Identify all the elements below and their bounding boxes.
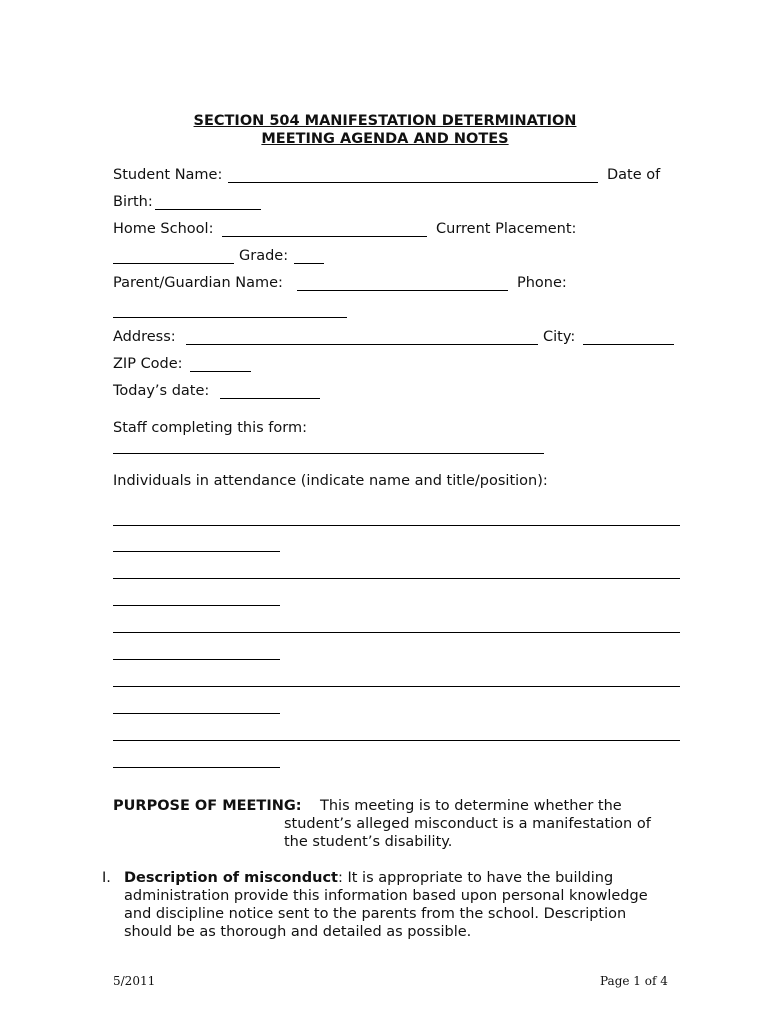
purpose-text-line-1: This meeting is to determine whether the: [320, 798, 622, 814]
address-field[interactable]: [186, 344, 538, 345]
grade-label: Grade:: [239, 248, 289, 264]
attendee-line-3a[interactable]: [113, 632, 680, 633]
date-of-birth-label: Date of: [607, 167, 661, 183]
student-name-label: Student Name:: [113, 167, 223, 183]
attendee-line-4b[interactable]: [113, 713, 280, 714]
staff-completing-field[interactable]: [113, 453, 544, 454]
purpose-text-line-2: student’s alleged misconduct is a manifestation of: [284, 816, 651, 832]
individuals-label: Individuals in attendance (indicate name and title/position):: [113, 473, 548, 489]
page-title-line-1: SECTION 504 MANIFESTATION DETERMINATION: [193, 113, 577, 129]
attendee-line-1a[interactable]: [113, 525, 680, 526]
home-school-field[interactable]: [222, 236, 427, 237]
purpose-label: PURPOSE OF MEETING:: [113, 798, 302, 814]
grade-field[interactable]: [294, 263, 324, 264]
section-1-line-1: [124, 869, 613, 887]
attendee-line-5b[interactable]: [113, 767, 280, 768]
section-1-line-4: should be as thorough and detailed as possible.: [124, 924, 472, 940]
footer-page-number: Page 1 of 4: [600, 974, 668, 988]
city-label: City:: [543, 329, 576, 345]
attendee-line-2a[interactable]: [113, 578, 680, 579]
purpose-text-line-3: the student’s disability.: [284, 834, 453, 850]
staff-completing-label: Staff completing this form:: [113, 420, 307, 436]
page-title-line-2: MEETING AGENDA AND NOTES: [261, 131, 509, 147]
date-of-birth-field[interactable]: [155, 209, 261, 210]
current-placement-field[interactable]: [113, 263, 234, 264]
phone-field[interactable]: [113, 317, 347, 318]
attendee-line-1b[interactable]: [113, 551, 280, 552]
attendee-line-4a[interactable]: [113, 686, 680, 687]
parent-guardian-field[interactable]: [297, 290, 508, 291]
address-label: Address:: [113, 329, 176, 345]
todays-date-label: Today’s date:: [113, 383, 210, 399]
section-1-line-2: administration provide this information based upon personal knowledge: [124, 888, 648, 904]
section-numeral: I.: [102, 870, 111, 886]
footer-date: 5/2011: [113, 974, 156, 988]
section-1-heading: Description of misconduct: [124, 870, 338, 886]
home-school-label: Home School:: [113, 221, 214, 237]
zip-code-label: ZIP Code:: [113, 356, 183, 372]
phone-label: Phone:: [517, 275, 567, 291]
current-placement-label: Current Placement:: [436, 221, 577, 237]
parent-guardian-label: Parent/Guardian Name:: [113, 275, 283, 291]
section-1-line-3: and discipline notice sent to the parents from the school. Description: [124, 906, 627, 922]
attendee-line-5a[interactable]: [113, 740, 680, 741]
zip-code-field[interactable]: [190, 371, 251, 372]
birth-label: Birth:: [113, 194, 153, 210]
attendee-line-2b[interactable]: [113, 605, 280, 606]
attendee-line-3b[interactable]: [113, 659, 280, 660]
todays-date-field[interactable]: [220, 398, 320, 399]
city-field[interactable]: [583, 344, 674, 345]
section-1-line-1-rest: : It is appropriate to have the building: [337, 870, 614, 886]
student-name-field[interactable]: [228, 182, 598, 183]
